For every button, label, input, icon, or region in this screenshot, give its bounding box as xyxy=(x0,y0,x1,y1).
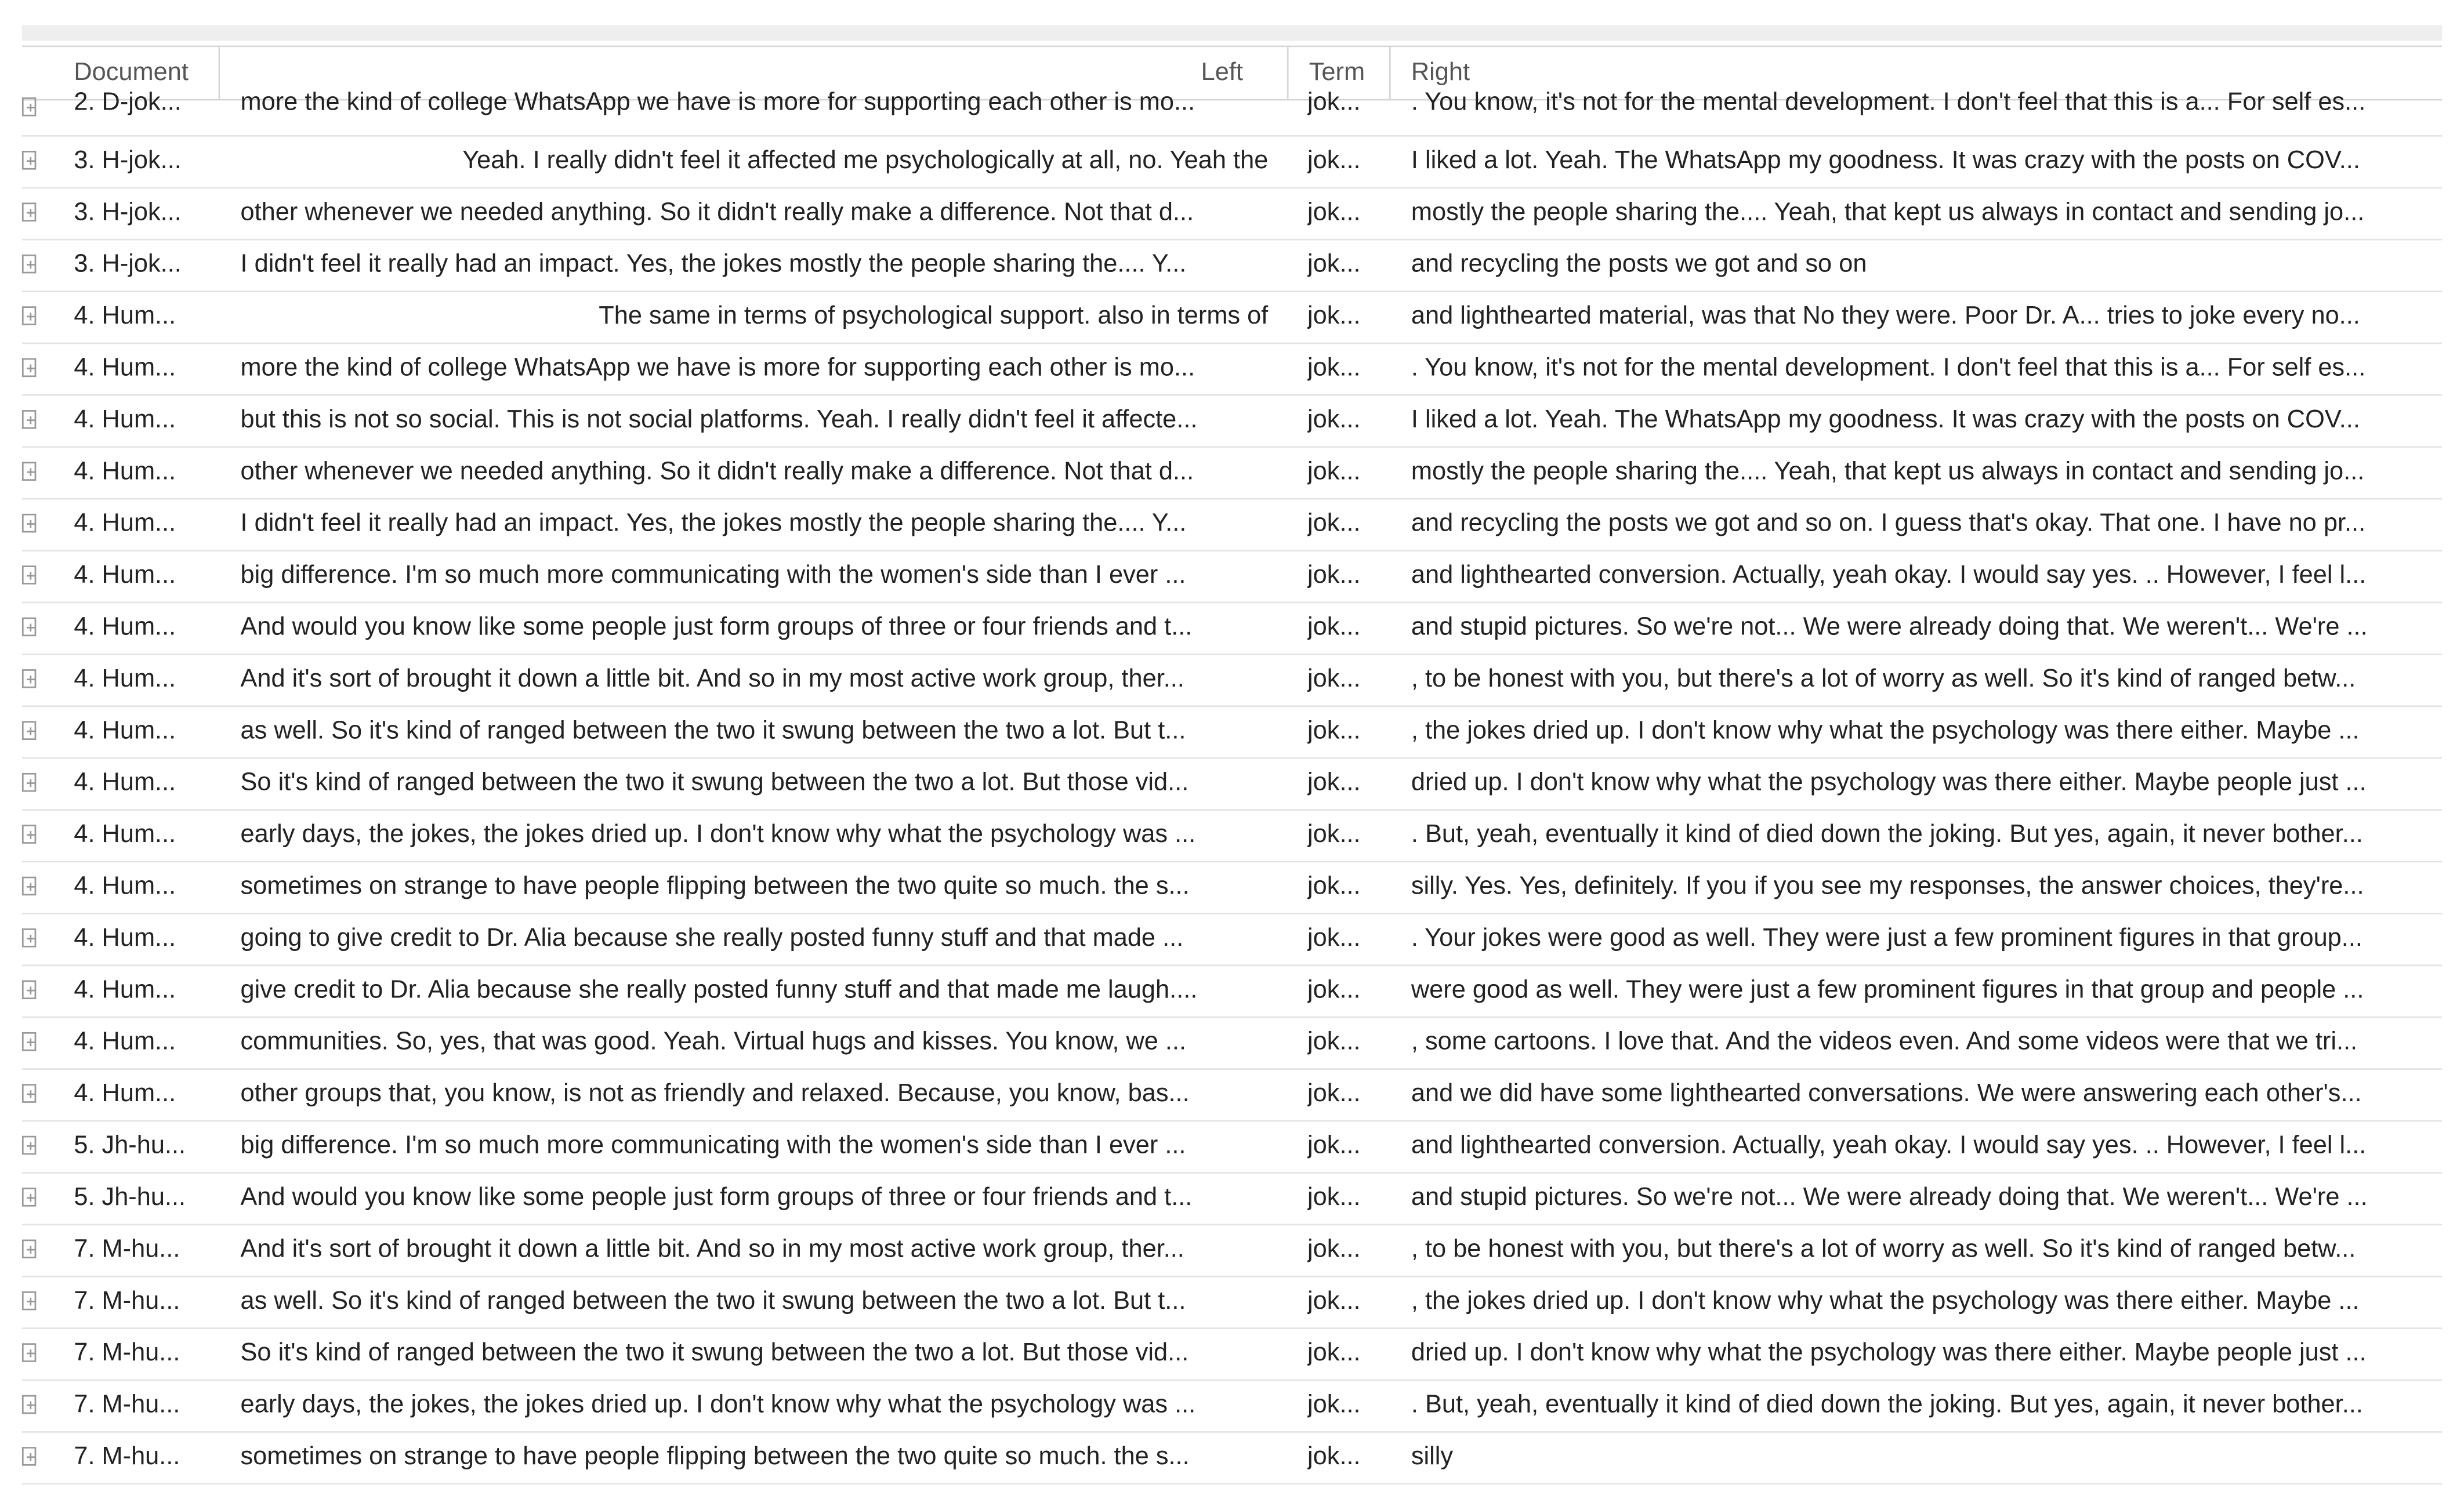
expand-row-icon[interactable] xyxy=(22,1188,36,1207)
cell-left-context: as well. So it's kind of ranged between the two it swung between the two a lot. But t... xyxy=(240,1288,1186,1315)
cell-term: jok... xyxy=(1307,147,1361,175)
expand-row-icon[interactable] xyxy=(22,773,36,792)
cell-document: 4. Hum... xyxy=(74,769,176,797)
cell-left-context: And would you know like some people just form groups of three or four friends and t... xyxy=(240,1184,1193,1211)
table-row[interactable] xyxy=(22,603,2442,655)
cell-left-context: going to give credit to Dr. Alia because she really posted funny stuff and that made ... xyxy=(240,925,1184,952)
cell-term: jok... xyxy=(1307,1236,1361,1264)
expand-row-icon[interactable] xyxy=(22,1447,36,1466)
cell-term: jok... xyxy=(1307,925,1361,952)
cell-document: 4. Hum... xyxy=(74,925,176,952)
cell-right-context: , the jokes dried up. I don't know why what the psychology was there either. Maybe ... xyxy=(1411,1288,2360,1315)
cell-document: 4. Hum... xyxy=(74,977,176,1004)
cell-left-context: big difference. I'm so much more communicating with the women's side than I ever ... xyxy=(240,562,1186,589)
cell-left-context: And it's sort of brought it down a little bit. And so in my most active work group, ther... xyxy=(240,1236,1184,1264)
cell-document: 5. Jh-hu... xyxy=(74,1184,186,1211)
expand-row-icon[interactable] xyxy=(22,1395,36,1414)
table-row[interactable] xyxy=(22,1121,2442,1173)
expand-row-icon[interactable] xyxy=(22,514,36,533)
table-body xyxy=(22,91,2442,1484)
cell-term: jok... xyxy=(1307,1029,1361,1056)
cell-left-context: as well. So it's kind of ranged between the two it swung between the two a lot. But t... xyxy=(240,718,1186,745)
cell-term: jok... xyxy=(1307,1184,1361,1211)
cell-left-context: other whenever we needed anything. So it didn't really make a difference. Not that d... xyxy=(240,199,1194,227)
cell-term: jok... xyxy=(1307,562,1361,589)
cell-right-context: , the jokes dried up. I don't know why what the psychology was there either. Maybe ... xyxy=(1411,718,2360,745)
cell-term: jok... xyxy=(1307,251,1361,278)
column-divider[interactable] xyxy=(1389,47,1391,99)
cell-document: 7. M-hu... xyxy=(74,1340,180,1367)
table-row[interactable] xyxy=(22,396,2442,448)
table-row[interactable] xyxy=(22,811,2442,862)
cell-document: 4. Hum... xyxy=(74,718,176,745)
expand-row-icon[interactable] xyxy=(22,1084,36,1103)
kwic-table xyxy=(22,46,2442,1485)
cell-term: jok... xyxy=(1307,199,1361,227)
cell-left-context: sometimes on strange to have people flipping between the two quite so much. the s... xyxy=(240,1443,1190,1471)
cell-left-context: And would you know like some people just form groups of three or four friends and t... xyxy=(240,614,1193,641)
cell-document: 7. M-hu... xyxy=(74,1392,180,1419)
cell-term: jok... xyxy=(1307,1288,1361,1315)
expand-row-icon[interactable] xyxy=(22,306,36,325)
cell-right-context: mostly the people sharing the.... Yeah, that kept us always in contact and sending jo... xyxy=(1411,199,2365,227)
expand-row-icon[interactable] xyxy=(22,151,36,170)
cell-right-context: I liked a lot. Yeah. The WhatsApp my goodness. It was crazy with the posts on COV... xyxy=(1411,406,2360,434)
cell-term: jok... xyxy=(1307,303,1361,330)
table-row[interactable] xyxy=(22,137,2442,188)
table-row[interactable] xyxy=(22,862,2442,914)
cell-document: 4. Hum... xyxy=(74,821,176,848)
cell-right-context: I liked a lot. Yeah. The WhatsApp my goodness. It was crazy with the posts on COV... xyxy=(1411,147,2360,175)
cell-right-context: , to be honest with you, but there's a lot of worry as well. So it's kind of ranged betw... xyxy=(1411,666,2356,693)
expand-row-icon[interactable] xyxy=(22,928,36,948)
cell-term: jok... xyxy=(1307,821,1361,848)
cell-right-context: , some cartoons. I love that. And the videos even. And some videos were that we tri... xyxy=(1411,1029,2358,1056)
cell-term: jok... xyxy=(1307,1080,1361,1108)
cell-document: 7. M-hu... xyxy=(74,1288,180,1315)
cell-right-context: . Your jokes were good as well. They were just a few prominent figures in that group... xyxy=(1411,925,2362,952)
table-row[interactable] xyxy=(22,1174,2442,1225)
cell-left-context: So it's kind of ranged between the two it swung between the two a lot. But those vid... xyxy=(240,1340,1189,1367)
expand-row-icon[interactable] xyxy=(22,618,36,637)
cell-document: 7. M-hu... xyxy=(74,1236,180,1264)
cell-term: jok... xyxy=(1307,614,1361,641)
expand-row-icon[interactable] xyxy=(22,721,36,741)
cell-document: 3. H-jok... xyxy=(74,147,182,175)
table-row[interactable] xyxy=(22,1225,2442,1277)
table-row[interactable] xyxy=(22,966,2442,1018)
table-row[interactable] xyxy=(22,344,2442,395)
cell-right-context: and we did have some lighthearted conversations. We were answering each other's... xyxy=(1411,1080,2362,1108)
cell-term: jok... xyxy=(1307,91,1361,117)
table-row[interactable] xyxy=(22,1433,2442,1484)
cell-right-context: and lighthearted conversion. Actually, yeah okay. I would say yes. .. However, I feel l... xyxy=(1411,562,2367,589)
table-row[interactable] xyxy=(22,500,2442,551)
cell-document: 4. Hum... xyxy=(74,1080,176,1108)
cell-term: jok... xyxy=(1307,769,1361,797)
expand-row-icon[interactable] xyxy=(22,1291,36,1311)
cell-term: jok... xyxy=(1307,1340,1361,1367)
column-header-right[interactable]: Right xyxy=(1411,59,1470,87)
table-row[interactable] xyxy=(22,91,2442,136)
expand-row-icon[interactable] xyxy=(22,1343,36,1362)
expand-row-icon[interactable] xyxy=(22,358,36,378)
cell-right-context: , to be honest with you, but there's a lot of worry as well. So it's kind of ranged betw... xyxy=(1411,1236,2356,1264)
table-row[interactable] xyxy=(22,292,2442,344)
expand-row-icon[interactable] xyxy=(22,462,36,481)
cell-document: 5. Jh-hu... xyxy=(74,1132,186,1160)
table-row[interactable] xyxy=(22,707,2442,758)
cell-document: 7. M-hu... xyxy=(74,1443,180,1471)
cell-right-context: . You know, it's not for the mental development. I don't feel that this is a... For self es... xyxy=(1411,91,2366,117)
column-header-document[interactable]: Document xyxy=(74,59,189,87)
column-header-left[interactable]: Left xyxy=(1201,59,1243,87)
table-row[interactable] xyxy=(22,914,2442,966)
cell-left-context: The same in terms of psychological support. also in terms of xyxy=(599,303,1269,330)
table-row[interactable] xyxy=(22,1381,2442,1432)
cell-right-context: and recycling the posts we got and so on. I guess that's okay. That one. I have no pr... xyxy=(1411,510,2366,538)
expand-row-icon[interactable] xyxy=(22,255,36,274)
expand-row-icon[interactable] xyxy=(22,1032,36,1051)
cell-document: 4. Hum... xyxy=(74,562,176,589)
cell-left-context: early days, the jokes, the jokes dried up. I don't know why what the psychology was ... xyxy=(240,1392,1196,1419)
cell-left-context: more the kind of college WhatsApp we have is more for supporting each other is mo... xyxy=(240,355,1195,382)
cell-right-context: and recycling the posts we got and so on xyxy=(1411,251,1867,278)
table-row[interactable] xyxy=(22,448,2442,499)
cell-document: 4. Hum... xyxy=(74,406,176,434)
cell-right-context: dried up. I don't know why what the psychology was there either. Maybe people just ... xyxy=(1411,1340,2367,1367)
cell-right-context: and lighthearted conversion. Actually, yeah okay. I would say yes. .. However, I feel l... xyxy=(1411,1132,2367,1160)
cell-left-context: other whenever we needed anything. So it didn't really make a difference. Not that d... xyxy=(240,459,1194,486)
cell-term: jok... xyxy=(1307,977,1361,1004)
cell-left-context: big difference. I'm so much more communicating with the women's side than I ever ... xyxy=(240,1132,1186,1160)
cell-term: jok... xyxy=(1307,406,1361,434)
expand-row-icon[interactable] xyxy=(22,669,36,688)
cell-right-context: silly xyxy=(1411,1443,1454,1471)
expand-row-icon[interactable] xyxy=(22,565,36,585)
table-row[interactable] xyxy=(22,1070,2442,1121)
cell-left-context: other groups that, you know, is not as friendly and relaxed. Because, you know, bas... xyxy=(240,1080,1190,1108)
table-row[interactable] xyxy=(22,188,2442,240)
cell-left-context: more the kind of college WhatsApp we have is more for supporting each other is mo... xyxy=(240,91,1195,117)
column-divider[interactable] xyxy=(1287,47,1289,99)
cell-right-context: . You know, it's not for the mental development. I don't feel that this is a... For self es... xyxy=(1411,355,2366,382)
toolbar-strip xyxy=(22,25,2442,41)
column-divider[interactable] xyxy=(219,47,220,99)
cell-right-context: dried up. I don't know why what the psychology was there either. Maybe people just ... xyxy=(1411,769,2367,797)
cell-document: 4. Hum... xyxy=(74,873,176,901)
cell-left-context: communities. So, yes, that was good. Yeah. Virtual hugs and kisses. You know, we ... xyxy=(240,1029,1187,1056)
cell-left-context: And it's sort of brought it down a little bit. And so in my most active work group, ther... xyxy=(240,666,1184,693)
cell-document: 4. Hum... xyxy=(74,355,176,382)
cell-term: jok... xyxy=(1307,1392,1361,1419)
cell-term: jok... xyxy=(1307,355,1361,382)
cell-right-context: and stupid pictures. So we're not... We were already doing that. We weren't... We're ... xyxy=(1411,614,2368,641)
table-row[interactable] xyxy=(22,1277,2442,1329)
table-row[interactable] xyxy=(22,1329,2442,1381)
cell-document: 4. Hum... xyxy=(74,459,176,486)
expand-row-icon[interactable] xyxy=(22,981,36,1000)
cell-document: 3. H-jok... xyxy=(74,199,182,227)
cell-term: jok... xyxy=(1307,666,1361,693)
cell-document: 4. Hum... xyxy=(74,666,176,693)
expand-row-icon[interactable] xyxy=(22,202,36,222)
cell-document: 4. Hum... xyxy=(74,614,176,641)
cell-term: jok... xyxy=(1307,718,1361,745)
expand-row-icon[interactable] xyxy=(22,825,36,844)
cell-document: 3. H-jok... xyxy=(74,251,182,278)
cell-term: jok... xyxy=(1307,1132,1361,1160)
cell-left-context: Yeah. I really didn't feel it affected me psychologically at all, no. Yeah the xyxy=(462,147,1269,175)
table-row[interactable] xyxy=(22,759,2442,811)
cell-left-context: but this is not so social. This is not social platforms. Yeah. I really didn't feel it affecte... xyxy=(240,406,1198,434)
table-row[interactable] xyxy=(22,655,2442,707)
expand-row-icon[interactable] xyxy=(22,1136,36,1155)
cell-term: jok... xyxy=(1307,459,1361,486)
cell-term: jok... xyxy=(1307,873,1361,901)
cell-document: 2. D-jok... xyxy=(74,91,182,117)
cell-left-context: I didn't feel it really had an impact. Yes, the jokes mostly the people sharing the.... Y... xyxy=(240,251,1187,278)
cell-right-context: . But, yeah, eventually it kind of died down the joking. But yes, again, it never bother... xyxy=(1411,1392,2363,1419)
cell-document: 4. Hum... xyxy=(74,303,176,330)
cell-left-context: give credit to Dr. Alia because she really posted funny stuff and that made me laugh.... xyxy=(240,977,1198,1004)
expand-row-icon[interactable] xyxy=(22,97,36,117)
expand-row-icon[interactable] xyxy=(22,877,36,896)
cell-left-context: early days, the jokes, the jokes dried up. I don't know why what the psychology was ... xyxy=(240,821,1196,848)
cell-right-context: mostly the people sharing the.... Yeah, that kept us always in contact and sending jo... xyxy=(1411,459,2365,486)
cell-right-context: and stupid pictures. So we're not... We were already doing that. We weren't... We're ... xyxy=(1411,1184,2368,1211)
expand-row-icon[interactable] xyxy=(22,410,36,429)
cell-right-context: and lighthearted material, was that No they were. Poor Dr. A... tries to joke every no... xyxy=(1411,303,2360,330)
cell-left-context: So it's kind of ranged between the two it swung between the two a lot. But those vid... xyxy=(240,769,1189,797)
cell-term: jok... xyxy=(1307,1443,1361,1471)
expand-row-icon[interactable] xyxy=(22,1240,36,1259)
cell-left-context: I didn't feel it really had an impact. Yes, the jokes mostly the people sharing the.... Y... xyxy=(240,510,1187,538)
table-row[interactable] xyxy=(22,241,2442,292)
cell-document: 4. Hum... xyxy=(74,510,176,538)
column-header-term[interactable]: Term xyxy=(1309,59,1365,87)
cell-left-context: sometimes on strange to have people flipping between the two quite so much. the s... xyxy=(240,873,1190,901)
table-row[interactable] xyxy=(22,551,2442,603)
cell-term: jok... xyxy=(1307,510,1361,538)
cell-right-context: . But, yeah, eventually it kind of died down the joking. But yes, again, it never bother... xyxy=(1411,821,2363,848)
cell-right-context: silly. Yes. Yes, definitely. If you if you see my responses, the answer choices, they're... xyxy=(1411,873,2364,901)
cell-document: 4. Hum... xyxy=(74,1029,176,1056)
cell-right-context: were good as well. They were just a few prominent figures in that group and people ... xyxy=(1411,977,2364,1004)
table-row[interactable] xyxy=(22,1018,2442,1070)
